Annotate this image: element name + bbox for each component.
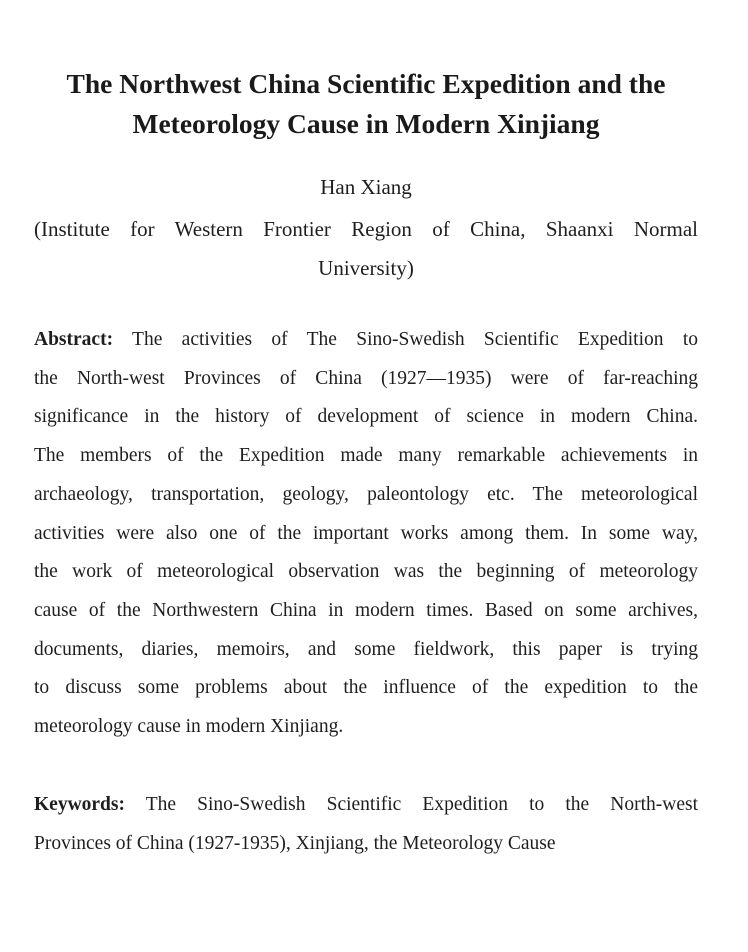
abstract-label: Abstract: <box>34 329 114 350</box>
author-affiliation <box>34 210 698 288</box>
title-line-1: The Northwest China Scientific Expedition and the <box>66 68 666 99</box>
abstract-text: The activities of The Sino-Swedish Scientific Expedition to <box>132 329 698 350</box>
abstract-line: the work of meteorological observation was the beginning of meteorology <box>34 561 698 583</box>
affiliation-line-2: University) <box>318 256 414 280</box>
keywords-line <box>34 786 698 825</box>
abstract-line: the North-west Provinces of China (1927—1935) were of far-reaching <box>34 367 698 389</box>
keywords-text: The Sino-Swedish Scientific Expedition to the North-west <box>145 794 698 815</box>
author-name: Han Xiang <box>320 175 412 199</box>
abstract-line: documents, diaries, memoirs, and some fieldwork, this paper is trying <box>34 638 698 660</box>
keywords-section <box>34 786 698 863</box>
abstract-line: meteorology cause in modern Xinjiang. <box>34 716 344 738</box>
abstract-line: archaeology, transportation, geology, paleontology etc. The meteorological <box>34 483 698 505</box>
affiliation-line-1: (Institute for Western Frontier Region of China, Shaanxi Normal <box>34 217 698 241</box>
abstract-line: significance in the history of development of science in modern China. <box>34 406 698 428</box>
abstract-section <box>34 321 698 747</box>
keywords-line: Provinces of China (1927-1935), Xinjiang, the Meteorology Cause <box>34 832 556 854</box>
abstract-line <box>34 321 698 360</box>
abstract-line: cause of the Northwestern China in modern times. Based on some archives, <box>34 599 698 621</box>
abstract-line: to discuss some problems about the influence of the expedition to the <box>34 677 698 699</box>
abstract-line: activities were also one of the important works among them. In some way, <box>34 522 698 544</box>
paper-title <box>30 64 702 144</box>
abstract-line: The members of the Expedition made many remarkable achievements in <box>34 445 698 467</box>
keywords-label: Keywords: <box>34 794 125 815</box>
title-line-2: Meteorology Cause in Modern Xinjiang <box>132 108 600 139</box>
